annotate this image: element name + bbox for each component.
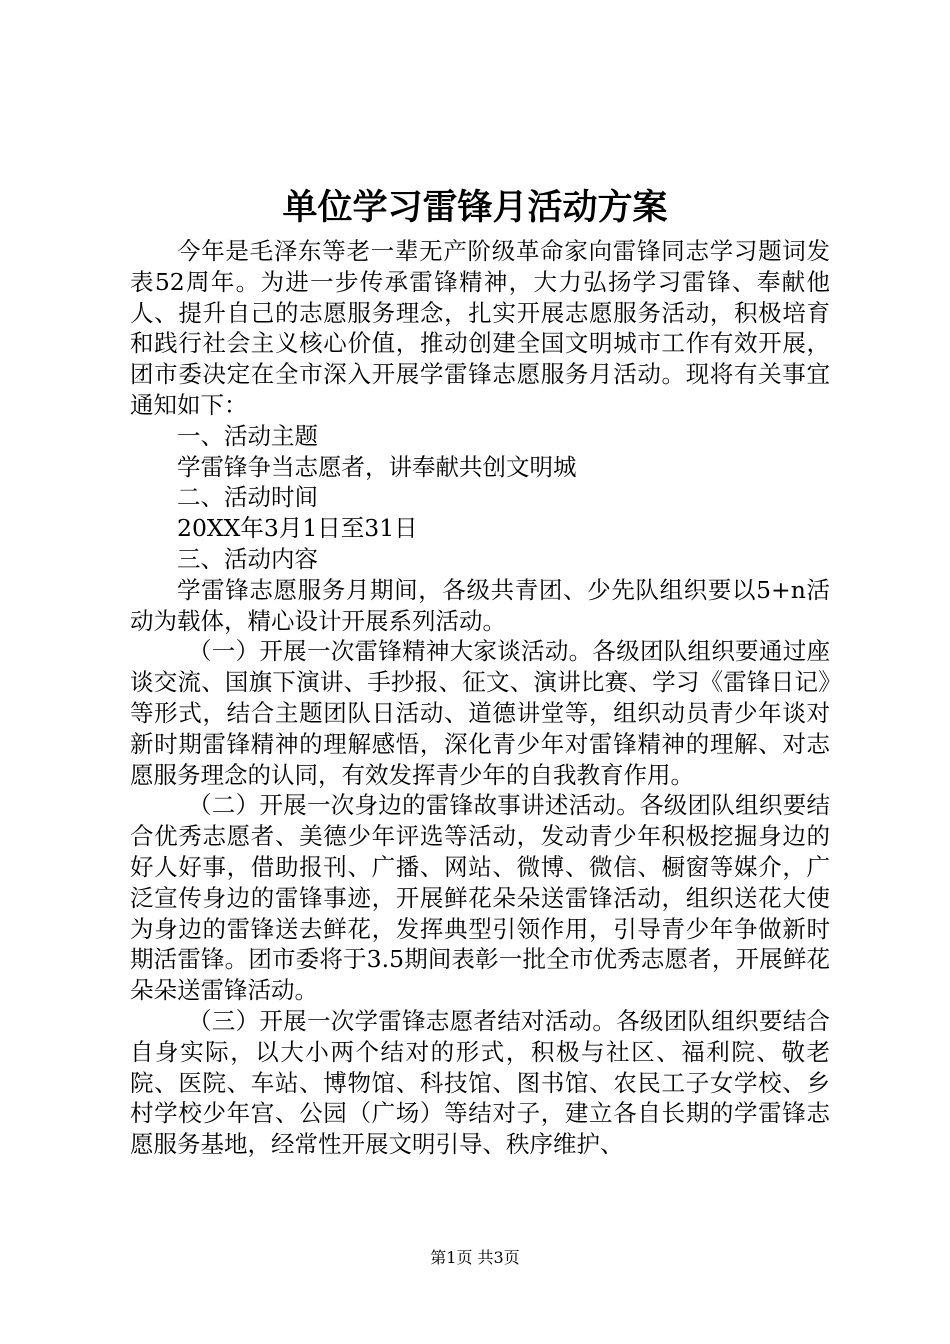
document-title: 单位学习雷锋月活动方案	[282, 187, 668, 228]
section-heading-time: 二、活动时间	[177, 483, 318, 512]
content-item-3: （三）开展一次学雷锋志愿者结对活动。各级团队组织要结合自身实际，以大小两个结对的形式，积极与社区、福利院、敬老院、医院、车站、博物馆、科技馆、图书馆、农民工子女学校、乡村学校少年宫、公园（广场）等结对子，建立各自长期的学雷锋志愿服务基地，经常性开展文明引导、秩序维护、	[130, 1006, 830, 1159]
theme-text: 学雷锋争当志愿者，讲奉献共创文明城	[177, 452, 577, 481]
page-number-footer: 第1页 共3页	[430, 1248, 520, 1267]
section-heading-content: 三、活动内容	[177, 544, 318, 573]
content-item-1: （一）开展一次雷锋精神大家谈活动。各级团队组织要通过座谈交流、国旗下演讲、手抄报、征文、演讲比赛、学习《雷锋日记》等形式，结合主题团队日活动、道德讲堂等，组织动员青少年谈对新时期雷锋精神的理解感悟，深化青少年对雷锋精神的理解、对志愿服务理念的认同，有效发挥青少年的自我教育作用。	[130, 637, 830, 789]
section-heading-theme: 一、活动主题	[177, 421, 318, 450]
document-body	[130, 236, 830, 1160]
content-intro-paragraph: 学雷锋志愿服务月期间，各级共青团、少先队组织要以5+n活动为载体，精心设计开展系列活动。	[130, 575, 830, 635]
content-item-2: （二）开展一次身边的雷锋故事讲述活动。各级团队组织要结合优秀志愿者、美德少年评选等活动，发动青少年积极挖掘身边的好人好事，借助报刊、广播、网站、微博、微信、橱窗等媒介，广泛宣传身边的雷锋事迹，开展鲜花朵朵送雷锋活动，组织送花大使为身边的雷锋送去鲜花，发挥典型引领作用，引导青少年争做新时期活雷锋。团市委将于3.5期间表彰一批全市优秀志愿者，开展鲜花朵朵送雷锋活动。	[130, 791, 830, 1005]
intro-paragraph: 今年是毛泽东等老一辈无产阶级革命家向雷锋同志学习题词发表52周年。为进一步传承雷锋精神，大力弘扬学习雷锋、奉献他人、提升自己的志愿服务理念，扎实开展志愿服务活动，积极培育和践行社会主义核心价值，推动创建全国文明城市工作有效开展，团市委决定在全市深入开展学雷锋志愿服务月活动。现将有关事宜通知如下：	[130, 237, 830, 419]
time-text: 20XX年3月1日至31日	[177, 514, 418, 543]
